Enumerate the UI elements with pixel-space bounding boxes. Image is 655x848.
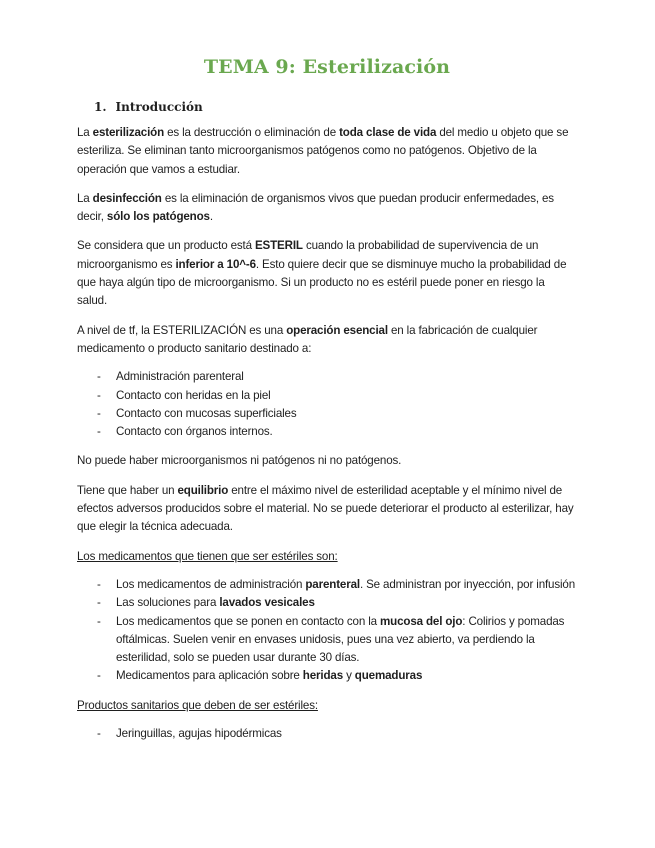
page-title: TEMA 9: Esterilización [203,56,451,78]
list-item: - Contacto con heridas en la piel [77,387,577,405]
list-item: - Medicamentos para aplicación sobre heridas y quemaduras [77,667,577,685]
list-medicamentos [77,576,577,686]
section-label: Introducción [115,100,203,114]
list-item: - Los medicamentos que se ponen en contacto con la mucosa del ojo: Colirios y pomadas oftálmicas. Suelen venir en envases unidosis, pues una vez abierto, va perdiendo la esterilidad, solo se pueden usar durante 30 días. [77,613,577,668]
list-destinos [77,368,577,441]
list-item: - Los medicamentos de administración parenteral. Se administran por inyección, por infusión [77,576,577,594]
list-item: - Las soluciones para lavados vesicales [77,594,577,612]
section-heading [94,100,577,114]
list-item: - Jeringuillas, agujas hipodérmicas [77,725,577,743]
paragraph-esterilizacion: La esterilización es la destrucción o eliminación de toda clase de vida del medio u objeto que se esteriliza. Se eliminan tanto microorganismos patógenos como no patógenos. Objetivo de la operación que vamos a estudiar. [77,126,569,176]
paragraph-nivel-tf: A nivel de tf, la ESTERILIZACIÓN es una operación esencial en la fabricación de cualquier medicamento o producto sanitario destinado a: [77,323,538,355]
list-productos [77,725,577,743]
paragraph-esteril: Se considera que un producto está ESTERIL cuando la probabilidad de supervivencia de un microorganismo es inferior a 10^-6. Esto quiere decir que se disminuye mucho la probabilidad de que haya algún tipo de microorganismo. Si un producto no es estéril puede poner en riesgo la salud. [77,239,567,308]
list-item: - Administración parenteral [77,368,577,386]
paragraph-desinfeccion: La desinfección es la eliminación de organismos vivos que puedan producir enfermedades, es decir, sólo los patógenos. [77,191,554,224]
document-page [77,56,577,754]
list-item: - Contacto con órganos internos. [77,423,577,441]
section-number: 1. [94,100,107,114]
heading-medicamentos-esteriles: Los medicamentos que tienen que ser estériles son: [77,549,338,563]
paragraph-no-microorganismos: No puede haber microorganismos ni patógenos ni no patógenos. [77,454,402,468]
paragraph-equilibrio: Tiene que haber un equilibrio entre el máximo nivel de esterilidad aceptable y el mínimo nivel de efectos adversos producidos sobre el material. No se puede deteriorar el producto al esterilizar, hay que elegir la técnica adecuada. [77,483,574,534]
heading-productos-sanitarios: Productos sanitarios que deben de ser estériles: [77,698,318,712]
list-item: - Contacto con mucosas superficiales [77,405,577,423]
